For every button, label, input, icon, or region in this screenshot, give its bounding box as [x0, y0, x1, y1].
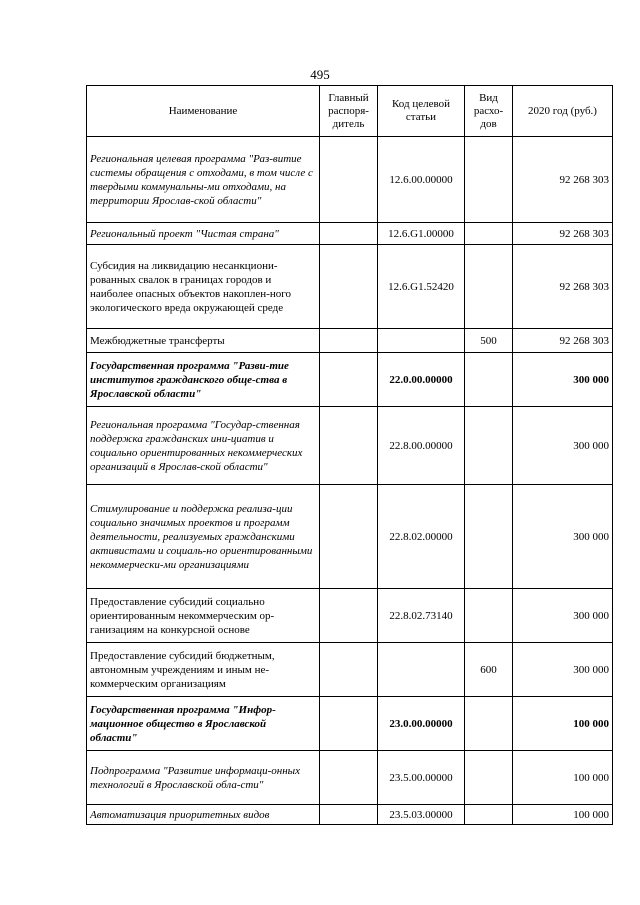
row-name: Подпрограмма "Развитие информаци-онных технологий в Ярославской обла-сти"	[87, 751, 320, 805]
row-type	[465, 407, 513, 485]
table-row	[87, 697, 613, 751]
row-code: 23.0.00.00000	[378, 697, 465, 751]
row-type: 600	[465, 643, 513, 697]
row-name: Предоставление субсидий социально ориентированным некоммерческим ор-ганизациям на конкурсной основе	[87, 589, 320, 643]
row-amount: 300 000	[513, 643, 613, 697]
row-code: 23.5.03.00000	[378, 805, 465, 825]
header-expense-type: Вид расхо-дов	[465, 86, 513, 137]
row-manager	[320, 751, 378, 805]
row-code: 23.5.00.00000	[378, 751, 465, 805]
row-type	[465, 223, 513, 245]
row-name: Региональная программа "Государ-ственная поддержка гражданских ини-циатив и социально ориентированных некоммерческих организаций в Ярослав-ской области"	[87, 407, 320, 485]
row-manager	[320, 407, 378, 485]
header-target-code: Код целевой статьи	[378, 86, 465, 137]
row-amount: 100 000	[513, 697, 613, 751]
row-name: Региональный проект "Чистая страна"	[87, 223, 320, 245]
page-number: 495	[310, 67, 330, 82]
row-amount: 92 268 303	[513, 223, 613, 245]
table-row	[87, 329, 613, 353]
row-code: 12.6.G1.52420	[378, 245, 465, 329]
row-amount: 100 000	[513, 805, 613, 825]
table-row	[87, 353, 613, 407]
row-manager	[320, 353, 378, 407]
row-name: Региональная целевая программа "Раз-витие системы обращения с отходами, в том числе с твердыми коммунальны-ми отходами, на территории Ярослав-ской области"	[87, 137, 320, 223]
row-amount: 300 000	[513, 353, 613, 407]
table-row	[87, 223, 613, 245]
row-name: Государственная программа "Инфор-мационное общество в Ярославской области"	[87, 697, 320, 751]
row-code	[378, 643, 465, 697]
row-code: 22.8.02.73140	[378, 589, 465, 643]
row-type	[465, 137, 513, 223]
table-row	[87, 407, 613, 485]
row-name: Автоматизация приоритетных видов	[87, 805, 320, 825]
row-type	[465, 353, 513, 407]
table-row	[87, 751, 613, 805]
row-amount: 300 000	[513, 407, 613, 485]
row-type	[465, 589, 513, 643]
row-type	[465, 485, 513, 589]
row-name: Межбюджетные трансферты	[87, 329, 320, 353]
table-row	[87, 643, 613, 697]
row-manager	[320, 329, 378, 353]
row-name: Стимулирование и поддержка реализа-ции социально значимых проектов и программ деятельности, реализуемых гражданскими активистами и социаль-но ориентированными некоммерчески-ми организациями	[87, 485, 320, 589]
row-manager	[320, 643, 378, 697]
table-row	[87, 589, 613, 643]
row-manager	[320, 805, 378, 825]
header-row	[87, 86, 613, 137]
table-row	[87, 137, 613, 223]
row-type	[465, 805, 513, 825]
header-year: 2020 год (руб.)	[513, 86, 613, 137]
row-code: 12.6.G1.00000	[378, 223, 465, 245]
row-amount: 92 268 303	[513, 329, 613, 353]
row-manager	[320, 589, 378, 643]
row-code	[378, 329, 465, 353]
row-code: 22.0.00.00000	[378, 353, 465, 407]
row-code: 22.8.00.00000	[378, 407, 465, 485]
row-manager	[320, 245, 378, 329]
row-name: Предоставление субсидий бюджетным, автономным учреждениям и иным не-коммерческим организациям	[87, 643, 320, 697]
row-type	[465, 697, 513, 751]
row-type	[465, 751, 513, 805]
row-amount: 300 000	[513, 485, 613, 589]
row-name: Субсидия на ликвидацию несанкциони-рованных свалок в границах городов и наиболее опасных объектов накоплен-ного экологического вреда окружающей среде	[87, 245, 320, 329]
row-type: 500	[465, 329, 513, 353]
row-type	[465, 245, 513, 329]
row-manager	[320, 697, 378, 751]
table-row	[87, 485, 613, 589]
table-row	[87, 245, 613, 329]
header-name: Наименование	[87, 86, 320, 137]
row-manager	[320, 137, 378, 223]
table-row	[87, 805, 613, 825]
row-amount: 100 000	[513, 751, 613, 805]
header-main-manager: Главный распоря-дитель	[320, 86, 378, 137]
row-name: Государственная программа "Разви-тие институтов гражданского обще-ства в Ярославской области"	[87, 353, 320, 407]
row-amount: 92 268 303	[513, 137, 613, 223]
row-amount: 300 000	[513, 589, 613, 643]
row-amount: 92 268 303	[513, 245, 613, 329]
row-code: 12.6.00.00000	[378, 137, 465, 223]
row-manager	[320, 485, 378, 589]
budget-table	[86, 85, 613, 825]
row-manager	[320, 223, 378, 245]
row-code: 22.8.02.00000	[378, 485, 465, 589]
